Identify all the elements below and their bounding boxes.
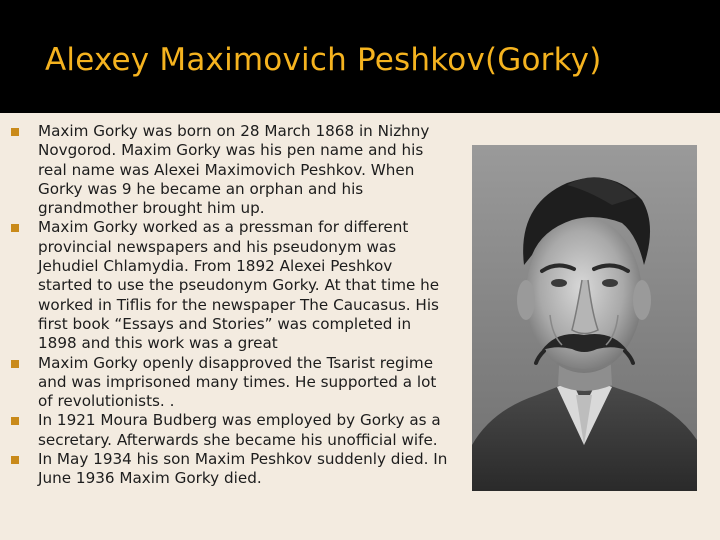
bullet-text: In May 1934 his son Maxim Peshkov suddenly died. In June 1936 Maxim Gorky died.	[38, 450, 448, 488]
title-bar	[0, 0, 720, 113]
slide-title: Alexey Maximovich Peshkov(Gorky)	[45, 42, 602, 78]
bullet-item	[10, 450, 448, 489]
bullet-item	[10, 354, 448, 412]
square-bullet-icon	[11, 128, 19, 136]
bullet-item	[10, 122, 448, 218]
square-bullet-icon	[11, 456, 19, 464]
bullet-item	[10, 411, 448, 450]
bullet-text: Maxim Gorky worked as a pressman for different provincial newspapers and his pseudonym was Jehudiel Chlamydia. From 1892 Alexei Peshkov started to use the pseudonym Gorky. At that time he worked in Tiflis for the newspaper The Caucasus. His first book “Essays and Stories” was completed in 1898 and this work was a great	[38, 218, 440, 353]
square-bullet-icon	[11, 360, 19, 368]
bullet-text: Maxim Gorky openly disapproved the Tsarist regime and was imprisoned many times. He supported a lot of revolutionists. .	[38, 353, 437, 411]
bullet-text: In 1921 Moura Budberg was employed by Gorky as a secretary. Afterwards she became his unofficial wife.	[38, 411, 441, 449]
bullet-item	[10, 218, 448, 353]
bullet-text: Maxim Gorky was born on 28 March 1868 in Nizhny Novgorod. Maxim Gorky was his pen name and his real name was Alexei Maximovich Peshkov. When Gorky was 9 he became an orphan and his grandmother brought him up.	[38, 122, 430, 218]
square-bullet-icon	[11, 224, 19, 232]
bullet-list	[10, 122, 448, 489]
square-bullet-icon	[11, 417, 19, 425]
portrait-photo	[472, 145, 697, 491]
